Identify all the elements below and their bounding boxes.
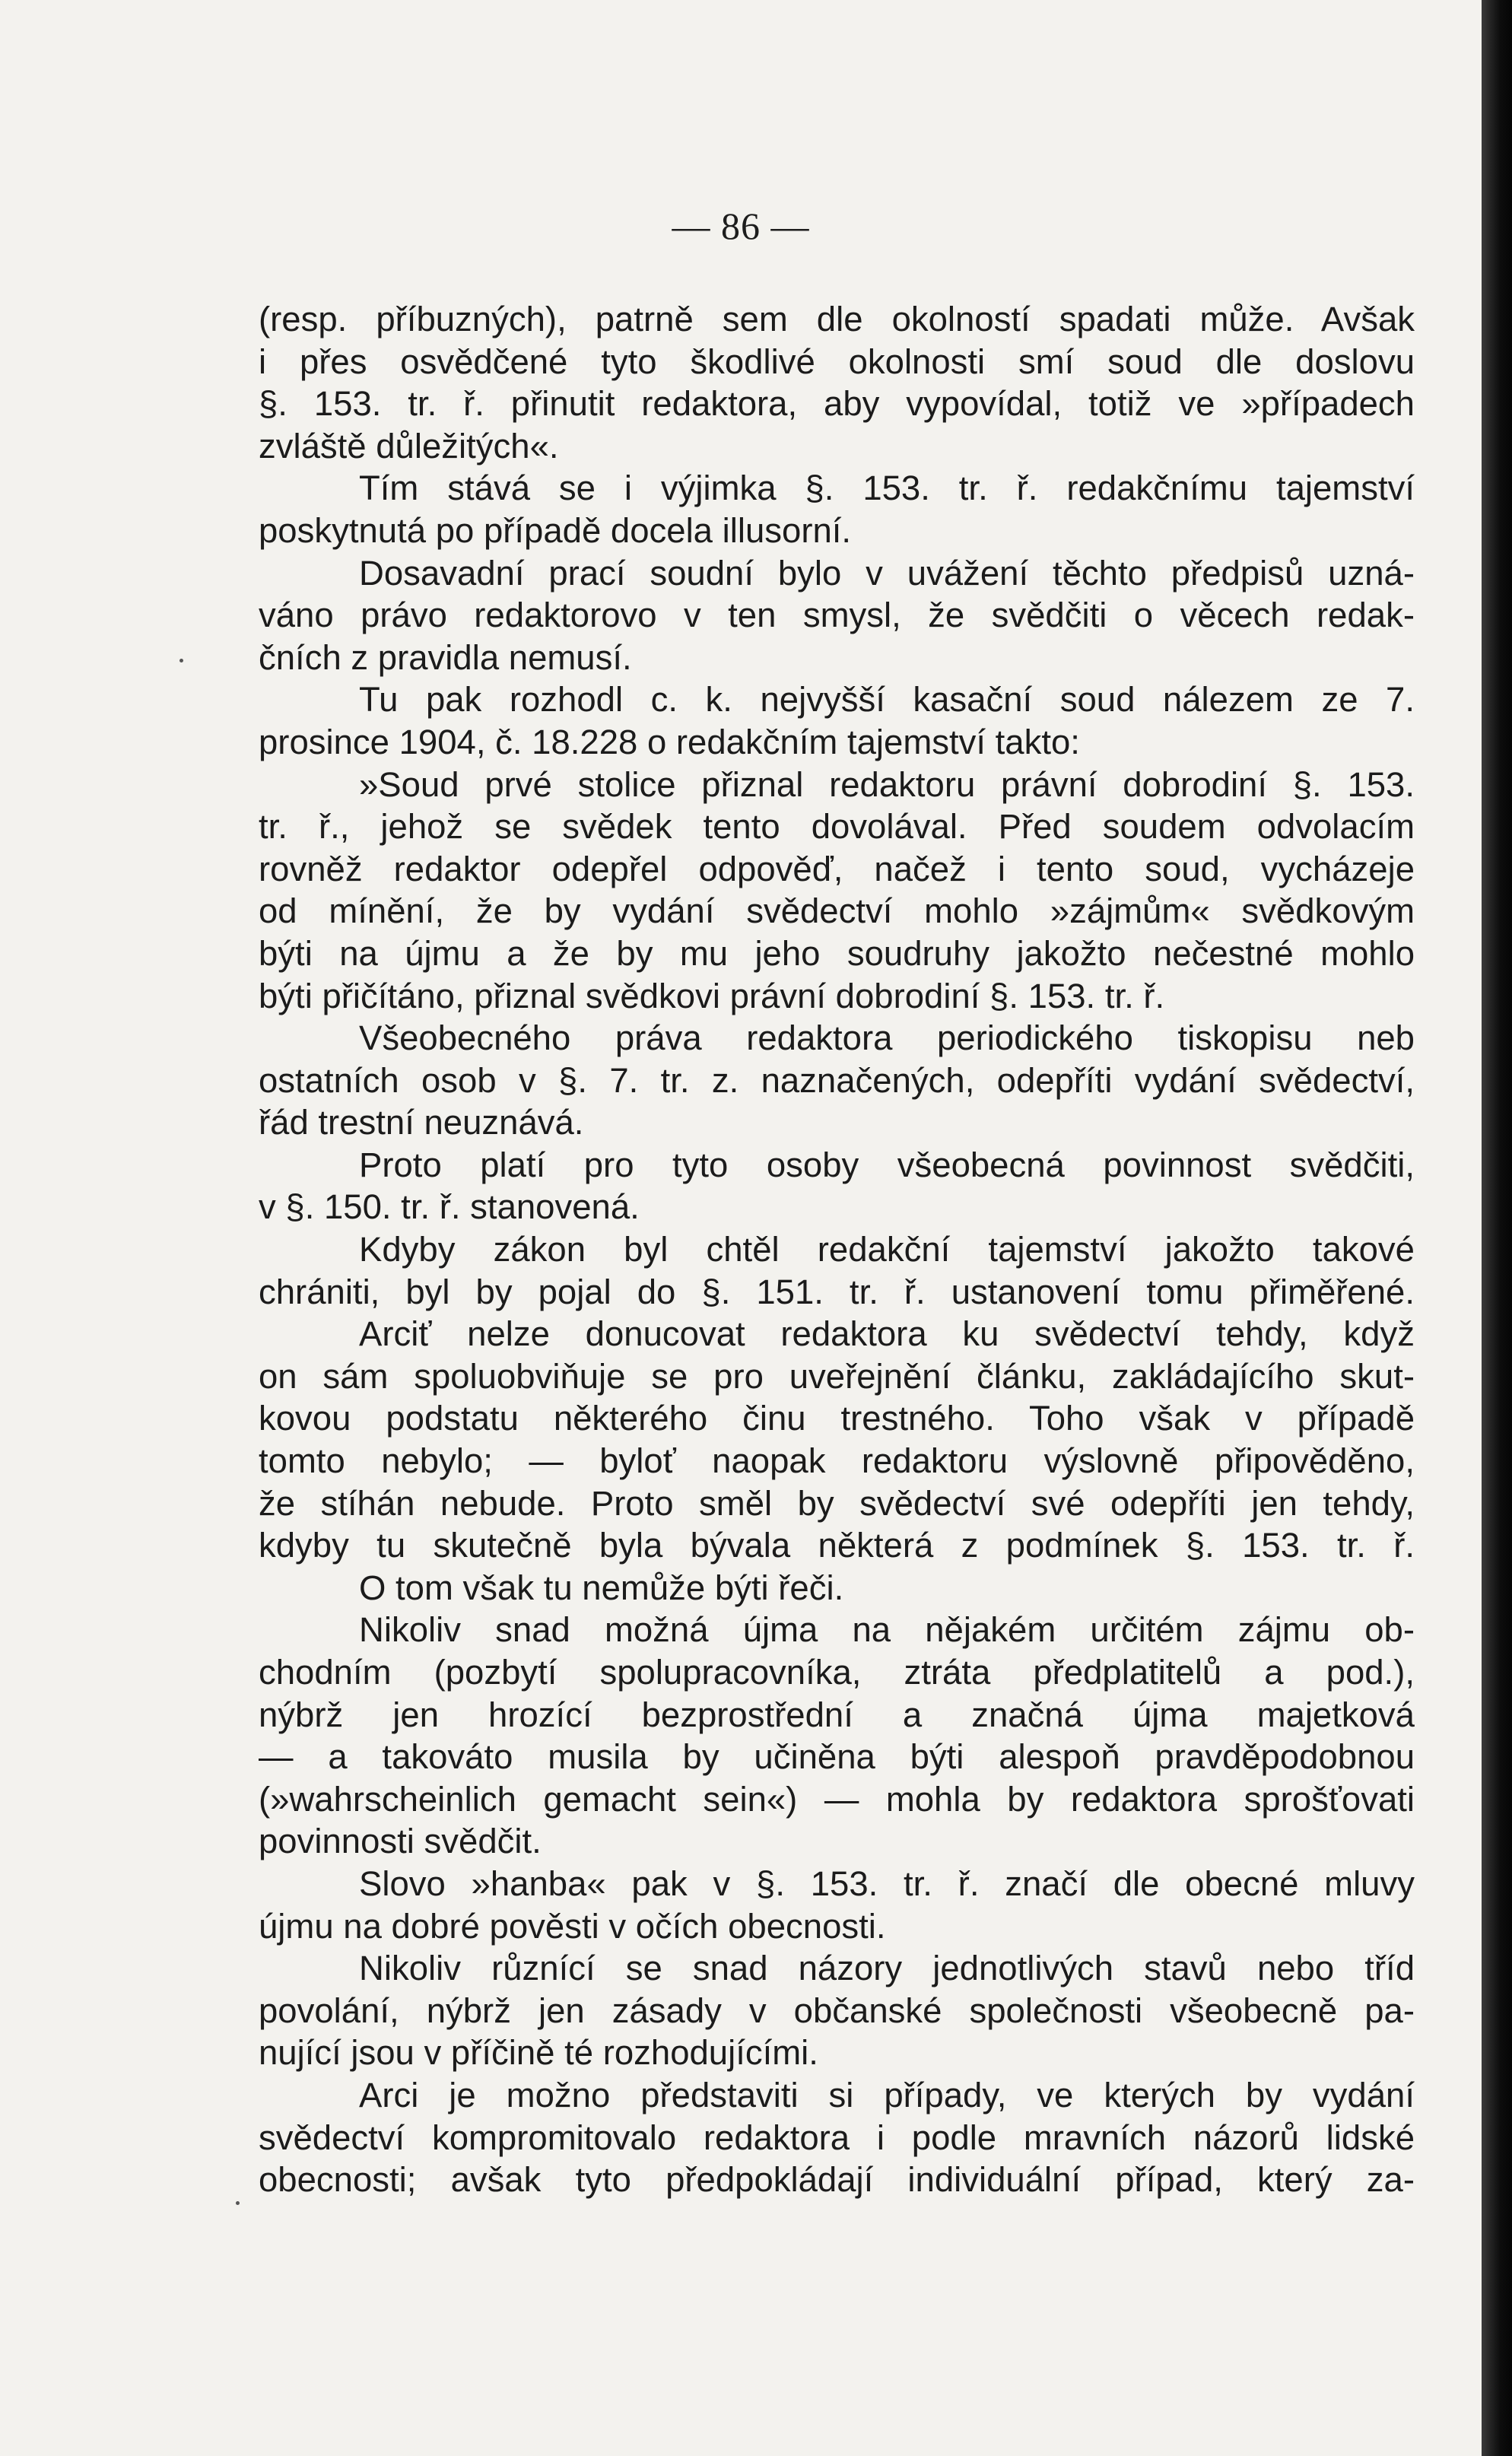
text-line: O tom však tu nemůže býti řeči. — [359, 1568, 844, 1607]
text-line: chodním (pozbytí spolupracovníka, ztráta předplatitelů a pod.), — [259, 1653, 1415, 1692]
text-line: prosince 1904, č. 18.228 o redakčním tajemství takto: — [259, 722, 1080, 761]
text-line: kovou podstatu některého činu trestného. Toho však v případě — [259, 1399, 1415, 1438]
text-line: nující jsou v příčině té rozhodujícími. — [259, 2033, 818, 2073]
text-line: že stíhán nebude. Proto směl by svědectví své odepříti jen tehdy, — [259, 1483, 1415, 1523]
text-line: Proto platí pro tyto osoby všeobecná povinnost svědčiti, — [359, 1145, 1415, 1184]
text-line: ostatních osob v §. 7. tr. z. naznačených, odepříti vydání svědectví, — [259, 1060, 1415, 1100]
text-line: tomto nebylo; — byloť naopak redaktoru výslovně připověděno, — [259, 1441, 1415, 1481]
text-line: (resp. příbuzných), patrně sem dle okolností spadati může. Avšak — [259, 300, 1415, 338]
scan-speck — [236, 2201, 240, 2205]
text-line: Arci je možno představiti si případy, ve kterých by vydání — [359, 2075, 1415, 2114]
text-line: povinnosti svědčit. — [259, 1822, 542, 1861]
text-line: §. 153. tr. ř. přinutit redaktora, aby vypovídal, totiž ve »případech — [259, 384, 1415, 424]
text-line: nýbrž jen hrozící bezprostřední a značná újma majetková — [259, 1695, 1415, 1734]
text-line: on sám spoluobviňuje se pro uveřejnění článku, zakládajícího skut- — [259, 1356, 1415, 1396]
text-line: Kdyby zákon byl chtěl redakční tajemství jakožto takové — [359, 1230, 1415, 1269]
text-line: čních z pravidla nemusí. — [259, 637, 632, 677]
text-line: chrániti, byl by pojal do §. 151. tr. ř. ustanovení tomu přiměřené. — [259, 1272, 1415, 1311]
page-number: — 86 — — [672, 205, 810, 247]
text-line: Dosavadní prací soudní bylo v uvážení těchto předpisů uzná- — [359, 553, 1415, 593]
text-line: zvláště důležitých«. — [259, 426, 559, 465]
text-line: v §. 150. tr. ř. stanovená. — [259, 1187, 640, 1227]
text-line: Arciť nelze donucovat redaktora ku svědectví tehdy, když — [359, 1314, 1415, 1354]
text-line: býti na újmu a že by mu jeho soudruhy jakožto nečestné mohlo — [259, 933, 1415, 973]
text-line: — a takováto musila by učiněna býti alespoň pravděpodobnou — [259, 1737, 1415, 1777]
text-line: Všeobecného práva redaktora periodického tiskopisu neb — [359, 1018, 1415, 1058]
text-line: Nikoliv různící se snad názory jednotlivých stavů nebo tříd — [359, 1949, 1415, 1988]
body-text — [259, 298, 1415, 2201]
text-line: Tu pak rozhodl c. k. nejvyšší kasační soud nálezem ze 7. — [359, 680, 1415, 720]
text-line: i přes osvědčené tyto škodlivé okolnosti smí soud dle doslovu — [259, 342, 1415, 381]
text-line: kdyby tu skutečně byla bývala některá z podmínek §. 153. tr. ř. — [259, 1526, 1415, 1565]
text-line: Tím stává se i výjimka §. 153. tr. ř. redakčnímu tajemství — [359, 469, 1415, 508]
text-line: rovněž redaktor odepřel odpověď, načež i tento soud, vycházeje — [259, 849, 1415, 888]
text-line: poskytnutá po případě docela illusorní. — [259, 510, 852, 550]
text-line: Slovo »hanba« pak v §. 153. tr. ř. značí dle obecné mluvy — [359, 1863, 1415, 1903]
text-line: povolání, nýbrž jen zásady v občanské společnosti všeobecně pa- — [259, 1991, 1415, 2030]
text-line: tr. ř., jehož se svědek tento dovolával. Před soudem odvolacím — [259, 807, 1415, 847]
text-line: býti přičítáno, přiznal svědkovi právní dobrodiní §. 153. tr. ř. — [259, 976, 1165, 1015]
text-line: svědectví kompromitovalo redaktora i podle mravních názorů lidské — [259, 2118, 1415, 2157]
text-line: řád trestní neuznává. — [259, 1103, 584, 1142]
text-line: »Soud prvé stolice přiznal redaktoru právní dobrodiní §. 153. — [359, 764, 1415, 804]
text-line: od mínění, že by vydání svědectví mohlo »zájmům« svědkovým — [259, 891, 1415, 931]
scan-speck — [179, 659, 183, 662]
text-line: (»wahrscheinlich gemacht sein«) — mohla by redaktora sprošťovati — [259, 1779, 1415, 1819]
text-line: Nikoliv snad možná újma na nějakém určitém zájmu ob- — [359, 1610, 1415, 1650]
text-line: váno právo redaktorovo v ten smysl, že svědčiti o věcech redak- — [259, 596, 1415, 635]
text-line: újmu na dobré pověsti v očích obecnosti. — [259, 1906, 886, 1946]
text-line: obecnosti; avšak tyto předpokládají individuální případ, který za- — [259, 2160, 1415, 2200]
scan-edge — [1482, 0, 1512, 2456]
